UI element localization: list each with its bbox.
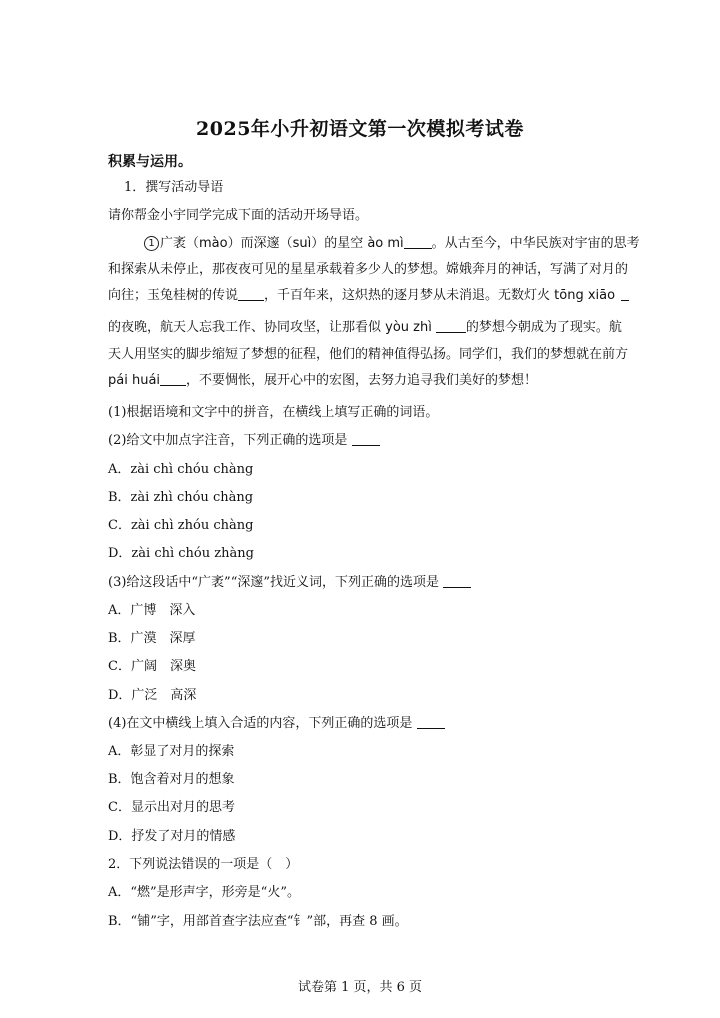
question-1-heading: 1．撰写活动导语 xyxy=(124,180,224,195)
question-1-intro: 请你帮金小宇同学完成下面的活动开场导语。 xyxy=(108,208,369,223)
answer-blank-3 xyxy=(443,575,471,588)
page-footer: 试卷第 1 页，共 6 页 xyxy=(297,980,423,995)
passage-line-1 xyxy=(144,236,640,252)
passage-line-6-part-b: ，不要惆怅，展开心中的宏图，去努力追寻我们美好的梦想！ xyxy=(186,373,538,388)
passage-line-4-part-b: 的梦想今朝成为了现实。航 xyxy=(465,320,622,335)
sub2-option-d: D．zài chì chóu zhàng xyxy=(108,546,254,561)
blank-1 xyxy=(404,236,432,249)
sub-question-2 xyxy=(108,433,380,449)
sub4-option-a: A．彰显了对月的探索 xyxy=(108,744,235,759)
q2-option-a: A．“燃”是形声字，形旁是“火”。 xyxy=(108,885,300,900)
passage-line-5: 天人用坚实的脚步缩短了梦想的征程，他们的精神值得弘扬。同学们，我们的梦想就在前方 xyxy=(108,347,629,362)
passage-line-3-part-b: ，千百年来，这炽热的逐月梦从未消退。无数灯火 tōng xiāo xyxy=(264,288,616,303)
sub3-option-a: A．广博 深入 xyxy=(108,603,196,618)
sub4-option-b: B．饱含着对月的想象 xyxy=(108,772,235,787)
sub3-option-d: D．广泛 高深 xyxy=(108,688,197,703)
passage-line-1-part-b: 。从古至今，中华民族对宇宙的思考 xyxy=(431,236,640,251)
exam-title: 2025年小升初语文第一次模拟考试卷 xyxy=(196,118,524,140)
passage-line-1-part-a: 广袤（mào）而深邃（suì）的星空 ào mì xyxy=(160,236,404,251)
passage-line-6 xyxy=(108,373,537,389)
sub-question-4 xyxy=(108,716,445,732)
sub-question-4-text: (4)在文中横线上填入合适的内容，下列正确的选项是 xyxy=(108,716,413,731)
passage-line-2: 和探索从未停止，那夜夜可见的星星承载着多少人的梦想。嫦娥奔月的神话，写满了对月的 xyxy=(108,262,629,277)
sub-question-3 xyxy=(108,575,471,591)
circled-number: 1 xyxy=(144,236,159,251)
blank-5 xyxy=(160,373,186,386)
passage-line-3 xyxy=(108,288,629,304)
blank-4 xyxy=(436,320,466,333)
sub2-option-c: C．zài chì zhóu chàng xyxy=(108,518,254,533)
sub-question-2-text: (2)给文中加点字注音，下列正确的选项是 xyxy=(108,433,348,448)
passage-line-4-part-a: 的夜晚，航天人忘我工作、协同攻坚，让那看似 yòu zhì xyxy=(108,320,432,335)
sub3-option-b: B．广漠 深厚 xyxy=(108,631,196,646)
passage-line-4 xyxy=(108,320,622,336)
question-2-heading: 2．下列说法错误的一项是（ ） xyxy=(108,857,299,872)
blank-2 xyxy=(238,288,264,301)
section-heading: 积累与运用。 xyxy=(108,154,192,170)
sub-question-3-text: (3)给这段话中“广袤”“深邃”找近义词，下列正确的选项是 xyxy=(108,575,439,590)
passage-line-6-part-a: pái huái xyxy=(108,373,161,388)
answer-blank-2 xyxy=(352,433,380,446)
sub3-option-c: C．广阔 深奥 xyxy=(108,659,196,674)
answer-blank-4 xyxy=(417,716,445,729)
sub4-option-c: C．显示出对月的思考 xyxy=(108,800,235,815)
passage-line-3-part-a: 向往；玉兔桂树的传说 xyxy=(108,288,239,303)
q2-option-b: B．“铺”字，用部首查字法应查“钅”部，再查 8 画。 xyxy=(108,914,408,929)
sub-question-1: (1)根据语境和文字中的拼音，在横线上填写正确的词语。 xyxy=(108,405,439,420)
sub2-option-b: B．zài zhì chóu chàng xyxy=(108,490,254,505)
sub4-option-d: D．抒发了对月的情感 xyxy=(108,829,236,844)
blank-3 xyxy=(621,288,629,301)
sub2-option-a: A．zài chì chóu chàng xyxy=(108,462,254,477)
